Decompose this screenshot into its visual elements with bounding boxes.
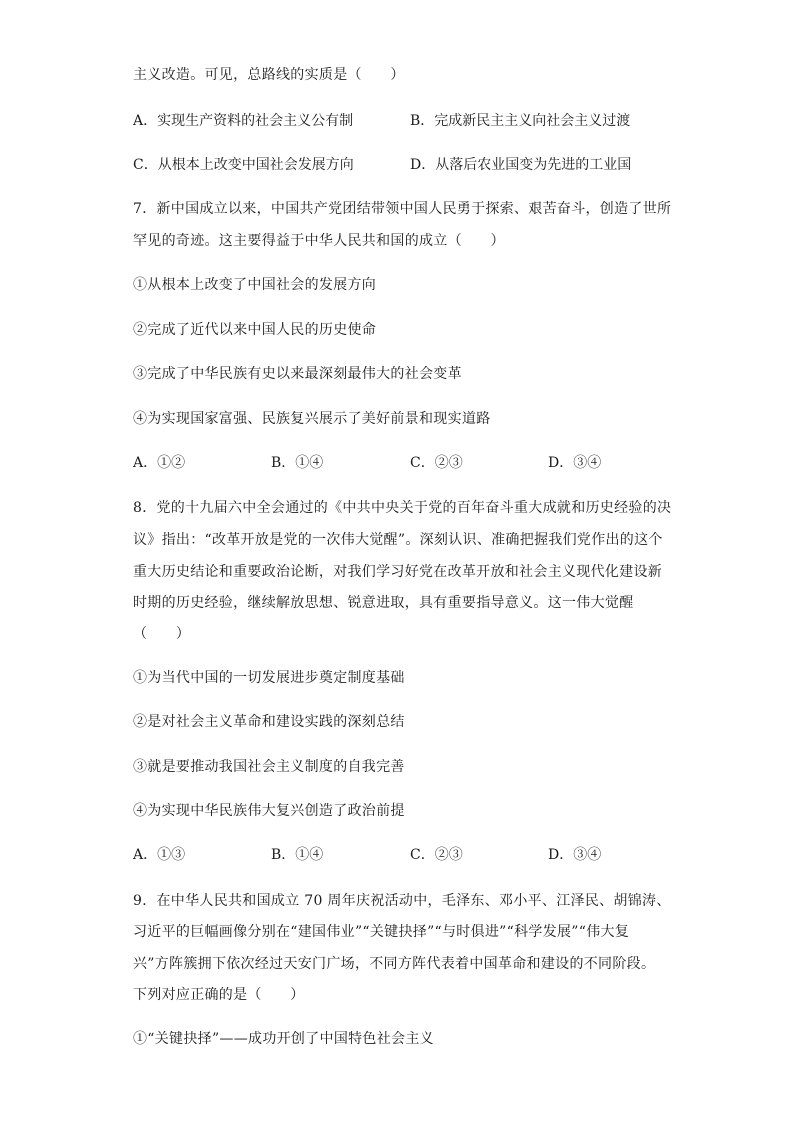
q7-statement-2: ②完成了近代以来中国人民的历史使命 (133, 322, 377, 338)
question-8-stem-line: 重大历史结论和重要政治论断，对我们学习好党在改革开放和社会主义现代化建设新 (133, 564, 663, 580)
q9-statement-1: ①“关键抉择”——成功开创了中国特色社会主义 (133, 1031, 434, 1047)
question-8-answer-bracket: （ ） (133, 626, 191, 642)
q8-statement-4: ④为实现中华民族伟大复兴创造了政治前提 (133, 803, 405, 819)
q6-option-c: C．从根本上改变中国社会发展方向 (133, 157, 354, 173)
q6-option-b: B．完成新民主主义向社会主义过渡 (410, 113, 631, 129)
question-8-stem-line: 8．党的十九届六中全会通过的《中共中央关于党的百年奋斗重大成就和历史经验的决 (133, 500, 672, 516)
q7-option-c: C．②③ (410, 455, 463, 471)
q6-option-d: D．从落后农业国变为先进的工业国 (410, 157, 632, 173)
q8-option-d: D．③④ (548, 847, 602, 863)
question-7-stem-line: 7．新中国成立以来，中国共产党团结带领中国人民勇于探索、艰苦奋斗，创造了世所 (133, 201, 672, 217)
question-6-stem-tail: 主义改造。可见，总路线的实质是（ ） (133, 67, 405, 83)
question-9-stem-line: 下列对应正确的是（ ） (133, 987, 305, 1003)
question-8-stem-line: 时期的历史经验，继续解放思想、锐意进取，具有重要指导意义。这一伟大觉醒 (133, 595, 634, 611)
q7-statement-3: ③完成了中华民族有史以来最深刻最伟大的社会变革 (133, 366, 462, 382)
question-9-stem-line: 兴”方阵簇拥下依次经过天安门广场，不同方阵代表着中国革命和建设的不同阶段。 (133, 956, 656, 972)
question-8-stem-line: 议》指出：“改革开放是党的一次伟大觉醒”。深刻认识、准确把握我们党作出的这个 (133, 532, 663, 548)
q8-option-c: C．②③ (410, 847, 463, 863)
question-9-stem-line: 9．在中华人民共和国成立 70 周年庆祝活动中，毛泽东、邓小平、江泽民、胡锦涛、 (133, 893, 671, 909)
question-7-stem-line: 罕见的奇迹。这主要得益于中华人民共和国的成立（ ） (133, 233, 505, 249)
question-9-stem-line: 习近平的巨幅画像分别在“建国伟业”“关键抉择”“与时俱进”“科学发展”“伟大复 (133, 924, 630, 940)
q8-option-b: B．①④ (271, 847, 324, 863)
q7-statement-4: ④为实现国家富强、民族复兴展示了美好前景和现实道路 (133, 411, 491, 427)
q8-option-a: A．①③ (133, 847, 186, 863)
q8-statement-1: ①为当代中国的一切发展进步奠定制度基础 (133, 670, 405, 686)
q7-option-b: B．①④ (271, 455, 324, 471)
q7-statement-1: ①从根本上改变了中国社会的发展方向 (133, 277, 377, 293)
q7-option-a: A．①② (133, 455, 186, 471)
q8-statement-2: ②是对社会主义革命和建设实践的深刻总结 (133, 714, 405, 730)
q7-option-d: D．③④ (548, 455, 602, 471)
q6-option-a: A．实现生产资料的社会主义公有制 (133, 113, 354, 129)
q8-statement-3: ③就是要推动我国社会主义制度的自我完善 (133, 759, 405, 775)
